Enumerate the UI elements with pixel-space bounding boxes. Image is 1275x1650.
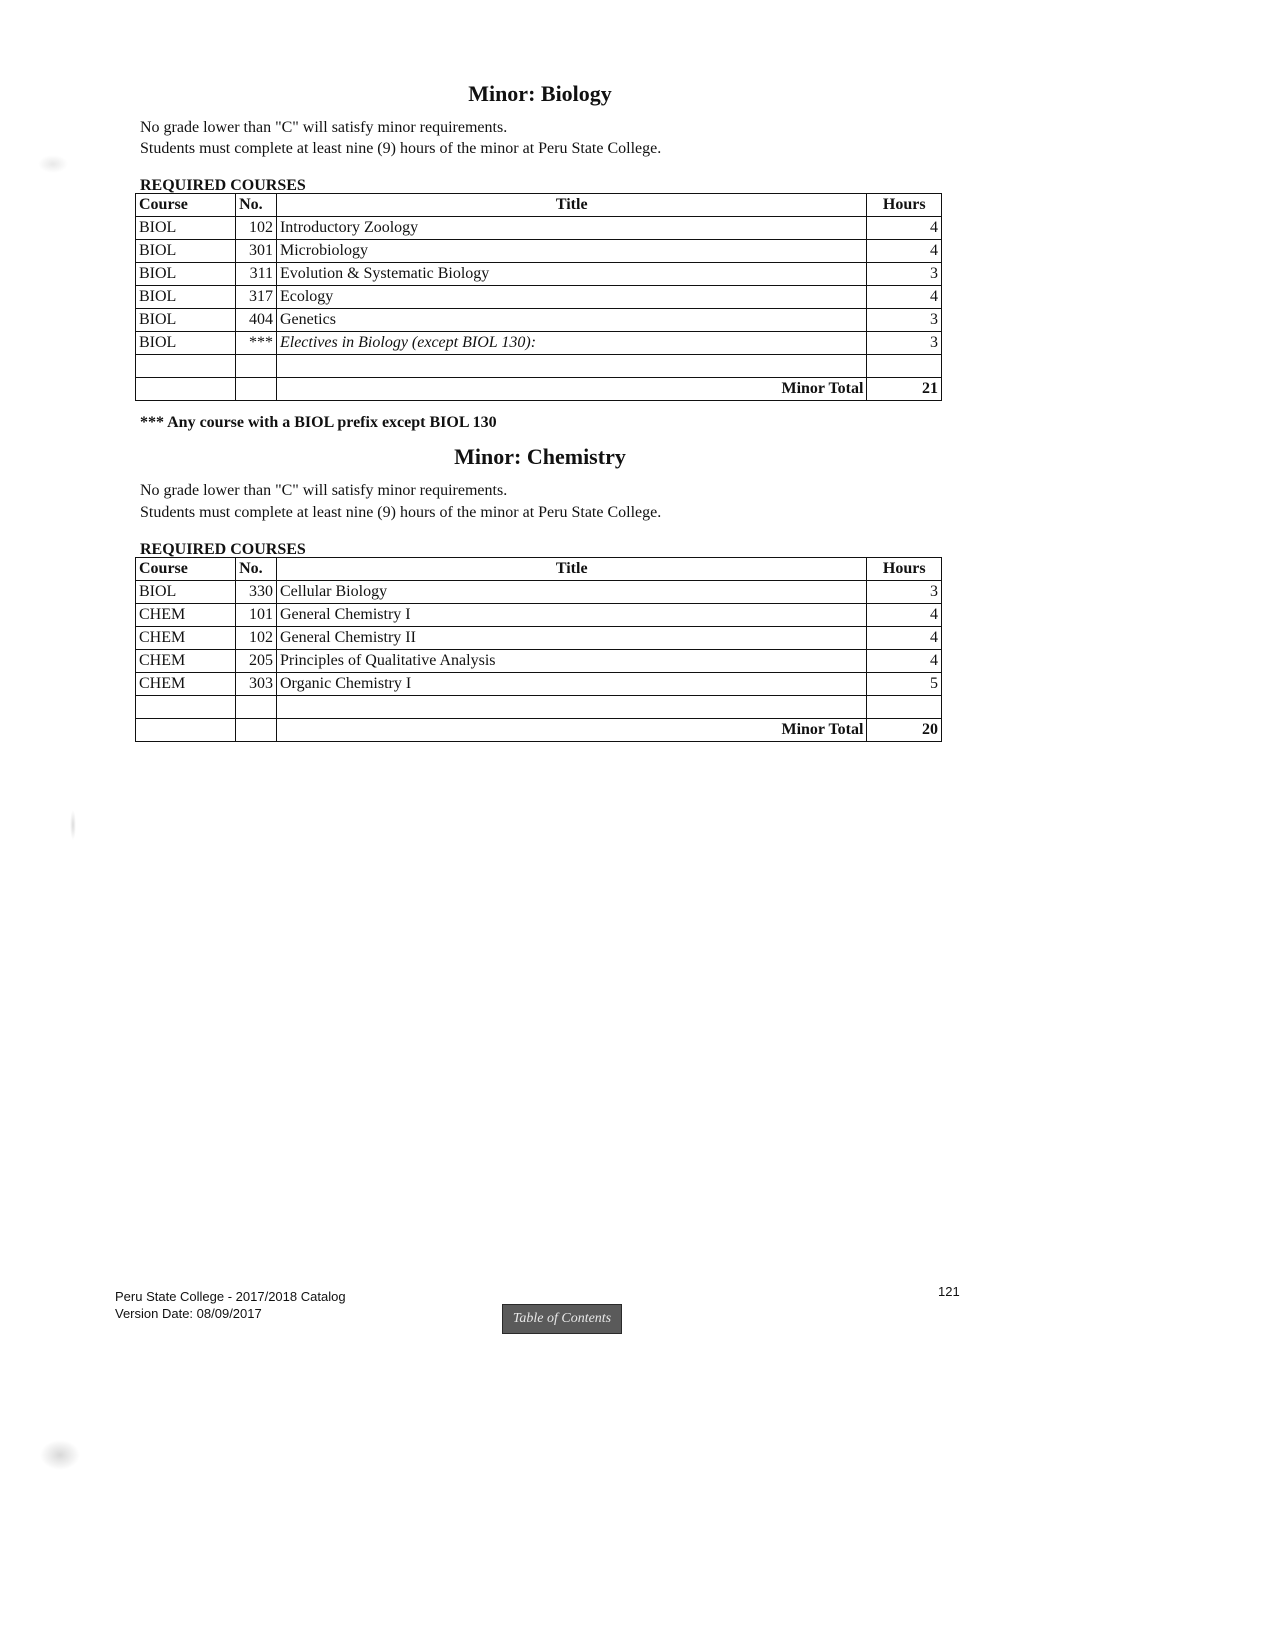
table-total-row [136,719,942,742]
cell-title: General Chemistry I [276,604,866,627]
header-title: Title [276,194,866,217]
cell-hours: 4 [867,240,942,263]
cell-empty [236,378,277,401]
biology-courses-table [135,193,942,401]
cell-course: BIOL [136,240,236,263]
table-row [136,673,942,696]
total-label: Minor Total [276,378,866,401]
scan-artifact [38,155,68,173]
cell-empty [136,378,236,401]
cell-no: 301 [236,240,277,263]
biology-footnote: *** Any course with a BIOL prefix except BIOL 130 [140,414,497,431]
table-row [136,286,942,309]
table-header-row [136,194,942,217]
cell-hours: 3 [867,263,942,286]
header-course: Course [136,194,236,217]
footer-version-date: Version Date: 08/09/2017 [115,1306,262,1321]
cell-no: 404 [236,309,277,332]
cell-empty [276,355,866,378]
cell-empty [136,719,236,742]
biology-note-hours: Students must complete at least nine (9) hours of the minor at Peru State College. [140,140,662,157]
cell-empty [867,355,942,378]
chemistry-note-grade: No grade lower than "C" will satisfy minor requirements. [140,482,508,499]
page-number: 121 [938,1284,960,1299]
cell-course: BIOL [136,217,236,240]
cell-no: 330 [236,581,277,604]
scan-artifact [70,810,76,840]
header-no: No. [236,194,277,217]
cell-hours: 4 [867,650,942,673]
table-row-empty [136,696,942,719]
biology-section-title: Minor: Biology [468,81,612,106]
cell-title: Microbiology [276,240,866,263]
cell-title: Ecology [276,286,866,309]
cell-hours: 5 [867,673,942,696]
cell-hours: 3 [867,332,942,355]
cell-no: 102 [236,627,277,650]
table-row [136,217,942,240]
cell-title: Introductory Zoology [276,217,866,240]
cell-no: 303 [236,673,277,696]
cell-no: 311 [236,263,277,286]
biology-note-grade: No grade lower than "C" will satisfy minor requirements. [140,119,508,136]
table-row [136,240,942,263]
cell-course: CHEM [136,604,236,627]
cell-no: *** [236,332,277,355]
cell-course: BIOL [136,263,236,286]
chemistry-courses-table [135,557,942,742]
cell-title: General Chemistry II [276,627,866,650]
cell-empty [236,719,277,742]
chemistry-note-hours: Students must complete at least nine (9) hours of the minor at Peru State College. [140,504,662,521]
table-header-row [136,558,942,581]
cell-title: Evolution & Systematic Biology [276,263,866,286]
table-row [136,604,942,627]
footer-catalog: Peru State College - 2017/2018 Catalog [115,1289,346,1304]
cell-hours: 3 [867,581,942,604]
cell-course: BIOL [136,309,236,332]
cell-title: Principles of Qualitative Analysis [276,650,866,673]
cell-hours: 4 [867,286,942,309]
table-of-contents-button[interactable]: Table of Contents [502,1304,622,1334]
cell-empty [236,355,277,378]
total-value: 21 [867,378,942,401]
chemistry-section-title: Minor: Chemistry [454,444,626,469]
cell-empty [867,696,942,719]
cell-course: CHEM [136,627,236,650]
total-label: Minor Total [276,719,866,742]
cell-empty [236,696,277,719]
table-row [136,650,942,673]
cell-empty [136,696,236,719]
biology-required-heading: REQUIRED COURSES [140,177,306,194]
cell-hours: 3 [867,309,942,332]
cell-hours: 4 [867,217,942,240]
header-title: Title [276,558,866,581]
cell-title: Electives in Biology (except BIOL 130): [276,332,866,355]
header-course: Course [136,558,236,581]
header-hours: Hours [867,194,942,217]
scan-artifact [40,1440,80,1470]
cell-title: Genetics [276,309,866,332]
cell-title: Cellular Biology [276,581,866,604]
cell-course: CHEM [136,673,236,696]
cell-no: 205 [236,650,277,673]
table-row [136,332,942,355]
cell-hours: 4 [867,604,942,627]
table-total-row [136,378,942,401]
cell-title: Organic Chemistry I [276,673,866,696]
chemistry-required-heading: REQUIRED COURSES [140,541,306,558]
header-hours: Hours [867,558,942,581]
cell-course: BIOL [136,332,236,355]
cell-no: 317 [236,286,277,309]
table-row [136,581,942,604]
table-row-empty [136,355,942,378]
cell-course: CHEM [136,650,236,673]
cell-course: BIOL [136,581,236,604]
table-row [136,263,942,286]
cell-no: 102 [236,217,277,240]
cell-empty [136,355,236,378]
cell-no: 101 [236,604,277,627]
total-value: 20 [867,719,942,742]
cell-hours: 4 [867,627,942,650]
cell-course: BIOL [136,286,236,309]
page-footer [115,1288,346,1322]
table-row [136,309,942,332]
table-row [136,627,942,650]
cell-empty [276,696,866,719]
header-no: No. [236,558,277,581]
